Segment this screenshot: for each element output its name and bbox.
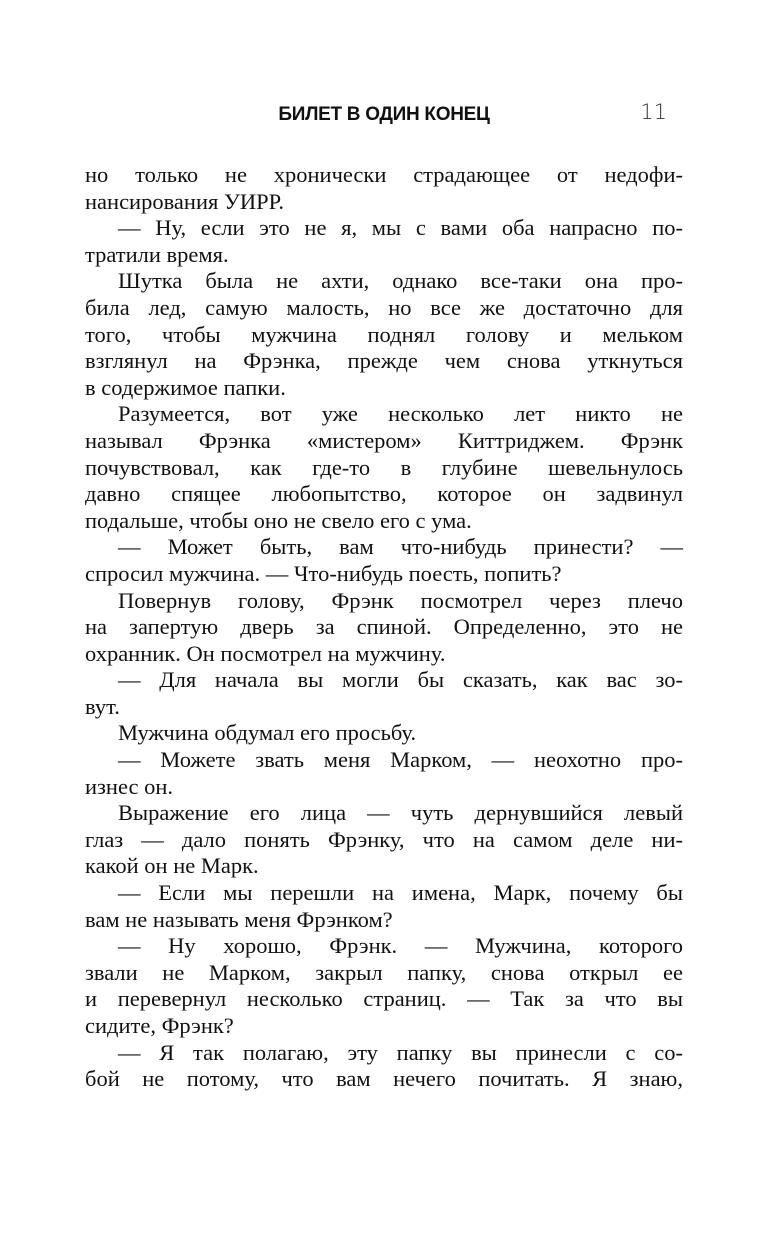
text-line: Мужчина обдумал его просьбу.: [118, 720, 417, 746]
running-title: БИЛЕТ В ОДИН КОНЕЦ: [278, 104, 490, 125]
text-line: того, чтобы мужчина поднял голову и мельком: [85, 321, 683, 347]
text-line: но только не хронически страдающее от недофи-: [85, 162, 683, 187]
text-line: — Может быть, вам что-нибудь принести? —: [118, 534, 683, 560]
running-header: [85, 100, 683, 130]
text-line: спросил мужчина. — Что-нибудь поесть, попить?: [85, 560, 562, 586]
text-line: — Ну, если это не я, мы с вами оба напрасно по-: [118, 215, 683, 241]
text-line: в содержимое папки.: [85, 374, 286, 400]
text-line: Разумеется, вот уже несколько лет никто не: [118, 401, 683, 427]
text-line: звали не Марком, закрыл папку, снова открыл ее: [85, 959, 683, 985]
text-line: — Если мы перешли на имена, Марк, почему бы: [118, 880, 683, 906]
text-line: Выражение его лица — чуть дернувшийся левый: [118, 800, 683, 826]
text-line: бой не потому, что вам нечего почитать. Я знаю,: [85, 1066, 683, 1092]
page-number: 11: [640, 100, 667, 124]
text-line: какой он не Марк.: [85, 853, 259, 879]
text-line: Шутка была не ахти, однако все-таки она про-: [118, 268, 683, 294]
text-line: охранник. Он посмотрел на мужчину.: [85, 640, 446, 666]
text-line: — Ну хорошо, Фрэнк. — Мужчина, которого: [118, 933, 683, 959]
text-line: — Для начала вы могли бы сказать, как вас зо-: [118, 667, 683, 693]
text-line: — Можете звать меня Марком, — неохотно про-: [118, 747, 683, 773]
text-line: — Я так полагаю, эту папку вы принесли с со-: [118, 1039, 683, 1065]
text-line: давно спящее любопытство, которое он задвинул: [85, 481, 683, 507]
text-line: глаз — дало понять Фрэнку, что на самом деле ни-: [85, 826, 683, 852]
text-line: подальше, чтобы оно не свело его с ума.: [85, 507, 472, 533]
text-line: била лед, самую малость, но все же достаточно для: [85, 294, 683, 320]
text-line: сидите, Фрэнк?: [85, 1013, 234, 1038]
text-line: называл Фрэнка «мистером» Киттриджем. Фрэнк: [85, 427, 683, 453]
text-line: и перевернул несколько страниц. — Так за что вы: [85, 986, 683, 1012]
text-line: изнес он.: [85, 773, 174, 799]
text-line: взглянул на Фрэнка, прежде чем снова уткнуться: [85, 348, 683, 374]
text-line: нансирования УИРР.: [85, 188, 284, 214]
text-line: вам не называть меня Фрэнком?: [85, 906, 393, 932]
text-line: вут.: [85, 693, 120, 719]
body-text: [85, 162, 683, 1093]
text-line: тратили время.: [85, 241, 229, 267]
text-line: на запертую дверь за спиной. Определенно, это не: [85, 614, 683, 640]
text-line: почувствовал, как где-то в глубине шевельнулось: [85, 454, 683, 480]
text-line: Повернув голову, Фрэнк посмотрел через плечо: [118, 587, 683, 613]
